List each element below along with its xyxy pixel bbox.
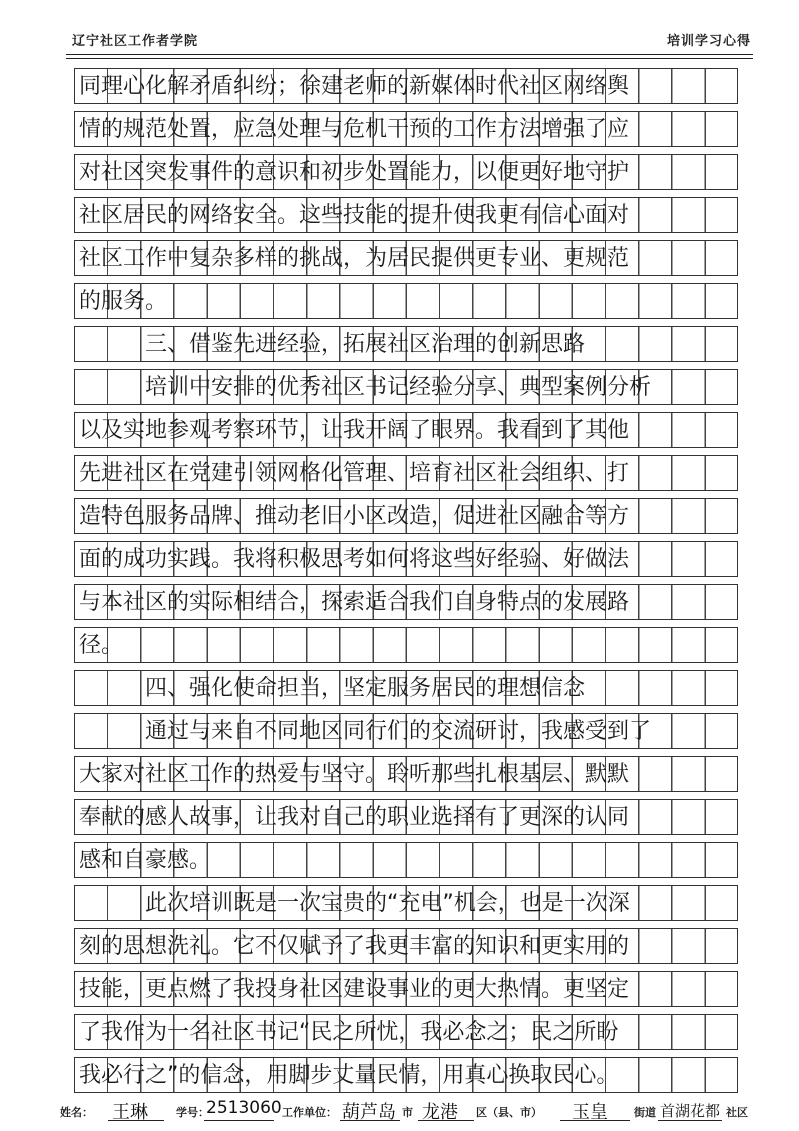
header-rule-secondary — [66, 58, 753, 59]
street-value: 玉皇 — [572, 1102, 608, 1123]
name-underline — [108, 1120, 164, 1121]
handwritten-line: 径。 — [79, 633, 124, 658]
handwritten-line: 社区工作中复杂多样的挑战，为居民提供更专业、更规范 — [79, 246, 630, 271]
handwritten-line: 通过与来自不同地区同行们的交流研讨，我感受到了 — [145, 719, 652, 744]
handwritten-line: 培训中安排的优秀社区书记经验分享、典型案例分析 — [145, 375, 652, 400]
name-value: 王琳 — [112, 1102, 148, 1123]
district-value: 龙港 — [422, 1102, 458, 1123]
handwritten-line: 大家对社区工作的热爱与坚守。聆听那些扎根基层、默默 — [79, 762, 630, 787]
manuscript-row — [74, 154, 738, 190]
handwritten-line: 以及实地参观考察环节，让我开阔了眼界。我看到了其他 — [79, 418, 630, 443]
city-value: 葫芦岛 — [342, 1102, 396, 1123]
community-underline — [658, 1120, 722, 1121]
district-underline — [418, 1120, 474, 1121]
work-label: 工作单位： — [282, 1106, 337, 1119]
name-label: 姓名： — [60, 1106, 93, 1119]
manuscript-row — [74, 1057, 738, 1093]
handwritten-line: 面的成功实践。我将积极思考如何将这些好经验、好做法 — [79, 547, 630, 572]
community-value: 首湖花都 — [660, 1102, 721, 1120]
district-suffix: 区（县、市） — [476, 1106, 542, 1119]
handwritten-line: 与本社区的实际相结合，探索适合我们自身特点的发展路 — [79, 590, 630, 615]
manuscript-row — [74, 369, 738, 405]
manuscript-row — [74, 627, 738, 663]
handwritten-line: 对社区突发事件的意识和初步处置能力，以便更好地守护 — [79, 160, 630, 185]
manuscript-row — [74, 756, 738, 792]
handwritten-line: 的服务。 — [79, 289, 168, 314]
handwritten-line: 我必行之”的信念，用脚步丈量民情，用真心换取民心。 — [79, 1063, 619, 1088]
street-underline — [560, 1120, 630, 1121]
id-underline — [204, 1120, 274, 1121]
manuscript-row — [74, 68, 738, 104]
manuscript-row — [74, 584, 738, 620]
manuscript-row — [74, 928, 738, 964]
handwritten-line: 技能，更点燃了我投身社区建设事业的更大热情。更坚定 — [79, 977, 630, 1002]
manuscript-row — [74, 412, 738, 448]
footer — [60, 1098, 760, 1126]
handwritten-line: 社区居民的网络安全。这些技能的提升使我更有信心面对 — [79, 203, 630, 228]
handwritten-line: 了我作为一名社区书记“民之所忧，我必念之；民之所盼 — [79, 1020, 619, 1045]
handwritten-line: 同理心化解矛盾纠纷；徐建老师的新媒体时代社区网络舆 — [79, 74, 630, 99]
id-label: 学号： — [176, 1106, 209, 1119]
handwritten-line: 造特色服务品牌、推动老旧小区改造，促进社区融合等方 — [79, 504, 630, 529]
manuscript-grid — [74, 68, 738, 1100]
handwritten-line: 刻的思想洗礼。它不仅赋予了我更丰富的知识和更实用的 — [79, 934, 630, 959]
manuscript-row — [74, 197, 738, 233]
manuscript-row — [74, 842, 738, 878]
handwritten-line: 三、借鉴先进经验，拓展社区治理的创新思路 — [145, 332, 586, 357]
id-value: 2513060 — [206, 1098, 282, 1118]
document-title: 培训学习心得 — [666, 34, 751, 49]
manuscript-row — [74, 713, 738, 749]
community-suffix: 社区 — [726, 1106, 748, 1119]
header-rule — [66, 54, 753, 55]
manuscript-row — [74, 111, 738, 147]
handwritten-line: 情的规范处置，应急处理与危机干预的工作方法增强了应 — [79, 117, 630, 142]
handwritten-line: 先进社区在党建引领网格化管理、培育社区社会组织、打 — [79, 461, 630, 486]
manuscript-row — [74, 283, 738, 319]
handwritten-line: 奉献的感人故事，让我对自己的职业选择有了更深的认同 — [79, 805, 630, 830]
org-name: 辽宁社区工作者学院 — [72, 34, 199, 49]
manuscript-row — [74, 326, 738, 362]
handwritten-line: 四、强化使命担当，坚定服务居民的理想信念 — [145, 676, 586, 701]
street-suffix: 街道 — [634, 1106, 656, 1119]
city-suffix: 市 — [402, 1106, 413, 1119]
manuscript-row — [74, 541, 738, 577]
city-underline — [340, 1120, 400, 1121]
handwritten-line: 感和自豪感。 — [79, 848, 212, 873]
manuscript-row — [74, 240, 738, 276]
manuscript-row — [74, 498, 738, 534]
manuscript-row — [74, 455, 738, 491]
manuscript-row — [74, 799, 738, 835]
manuscript-row — [74, 971, 738, 1007]
handwritten-line: 此次培训既是一次宝贵的“充电”机会，也是一次深 — [145, 891, 630, 916]
manuscript-row — [74, 885, 738, 921]
manuscript-row — [74, 1014, 738, 1050]
manuscript-row — [74, 670, 738, 706]
